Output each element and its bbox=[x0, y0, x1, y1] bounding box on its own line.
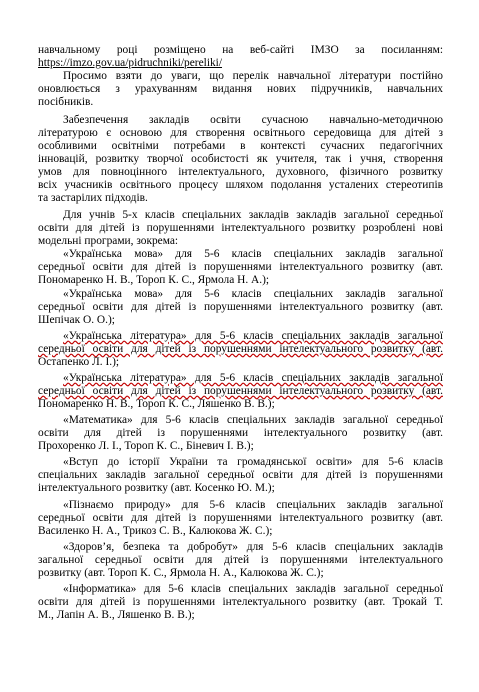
text-line: Василенко Н. А., Трикоз С. В., Калюкова Ж. С.); bbox=[38, 525, 273, 537]
text-line: середньої освіти для дітей із порушеннями інтелектуального розвитку (авт. bbox=[38, 385, 443, 397]
text-line: середньої освіти для дітей із порушеннями інтелектуального розвитку (авт. bbox=[38, 261, 443, 273]
text-line: Пономаренко Н. В., Тороп К. С., Ярмола Н. А.); bbox=[38, 274, 270, 286]
text-line: інтелектуального розвитку (авт. Косенко Ю. М.); bbox=[38, 482, 275, 494]
text-line: модельні програми, зокрема: bbox=[38, 235, 179, 247]
text-line: всіх учасників освітнього процесу шляхом подолання усталених стереотипів bbox=[38, 179, 443, 191]
text-line: навчальному році розміщено на веб-сайті ІМЗО за посиланням: bbox=[38, 44, 443, 56]
text-line: спеціальних закладів загальної середньої освіти для дітей із порушеннями bbox=[38, 469, 443, 481]
text-line: Шепічак О. О.); bbox=[38, 314, 115, 326]
text-line: «Пізнаємо природу» для 5-6 класів спеціальних закладів загальної bbox=[63, 499, 443, 511]
text-line: Просимо взяти до уваги, що перелік навчальної літератури постійно bbox=[63, 70, 443, 82]
text-line: Прохоренко Л. І., Тороп К. С., Біневич І. В.); bbox=[38, 440, 254, 452]
link-imzo[interactable]: https://imzo.gov.ua/pidruchniki/pereliki/ bbox=[38, 57, 223, 69]
text-line: «Вступ до історії України та громадянської освіти» для 5-6 класів bbox=[63, 456, 443, 468]
text-line: «Математика» для 5-6 класів спеціальних закладів загальної середньої bbox=[63, 414, 443, 426]
text-line: посібників. bbox=[38, 96, 94, 108]
text-line: «Українська мова» для 5-6 класів спеціальних закладів загальної bbox=[63, 248, 443, 260]
text-line: середньої освіти для дітей із порушеннями інтелектуального розвитку (авт. bbox=[38, 343, 443, 355]
text-line: М., Лапін А. В., Ляшенко В. В.); bbox=[38, 609, 195, 621]
text-line: «Здоров’я, безпека та добробут» для 5-6 класів спеціальних закладів bbox=[63, 541, 443, 553]
text-line: оновлюється з урахуванням видання нових підручників, навчальних bbox=[38, 83, 443, 95]
text-line: особливими освітніми потребами в контексті сучасних педагогічних bbox=[38, 140, 443, 152]
text-line: «Українська література» для 5-6 класів спеціальних закладів загальної bbox=[63, 372, 443, 384]
text-line: Забезпечення закладів освіти сучасною навчально-методичною bbox=[63, 114, 443, 126]
text-line: загальної середньої освіти для дітей із порушеннями інтелектуального bbox=[38, 554, 443, 566]
text-line: інновацій, розвитку творчої особистості як учителя, так і учня, створення bbox=[38, 153, 443, 165]
text-line: Пономаренко Н. В., Тороп К. С., Ляшенко В. В.); bbox=[38, 398, 275, 410]
text-line: освіти для дітей із порушеннями інтелектуального розвитку (авт. Трокай Т. bbox=[38, 596, 443, 608]
text-line: «Українська мова» для 5-6 класів спеціальних закладів загальної bbox=[63, 288, 443, 300]
text-line: середньої освіти для дітей із порушеннями інтелектуального розвитку (авт. bbox=[38, 512, 443, 524]
text-line: розвитку (авт. Тороп К. С., Ярмола Н. А., Калюкова Ж. С.); bbox=[38, 567, 324, 579]
text-line: середньої освіти для дітей із порушеннями інтелектуального розвитку (авт. bbox=[38, 301, 443, 313]
text-line: освіти для дітей із порушеннями інтелектуального розвитку (авт. bbox=[38, 427, 443, 439]
text-line: Для учнів 5-х класів спеціальних закладів закладів загальної середньої bbox=[63, 209, 443, 221]
text-line: «Інформатика» для 5-6 класів спеціальних закладів загальної середньої bbox=[63, 583, 443, 595]
text-line: умов для повноцінного інтелектуального, духовного, фізичного розвитку bbox=[38, 166, 443, 178]
text-line: літературою є основою для створення освітнього середовища для дітей з bbox=[38, 127, 443, 139]
text-line: освіти для дітей із порушеннями інтелектуального розвитку розроблені нові bbox=[38, 222, 443, 234]
text-line: «Українська література» для 5-6 класів спеціальних закладів загальної bbox=[63, 330, 443, 342]
text-line: Остапенко Л. І.); bbox=[38, 356, 120, 368]
text-line: та застарілих підходів. bbox=[38, 192, 148, 204]
